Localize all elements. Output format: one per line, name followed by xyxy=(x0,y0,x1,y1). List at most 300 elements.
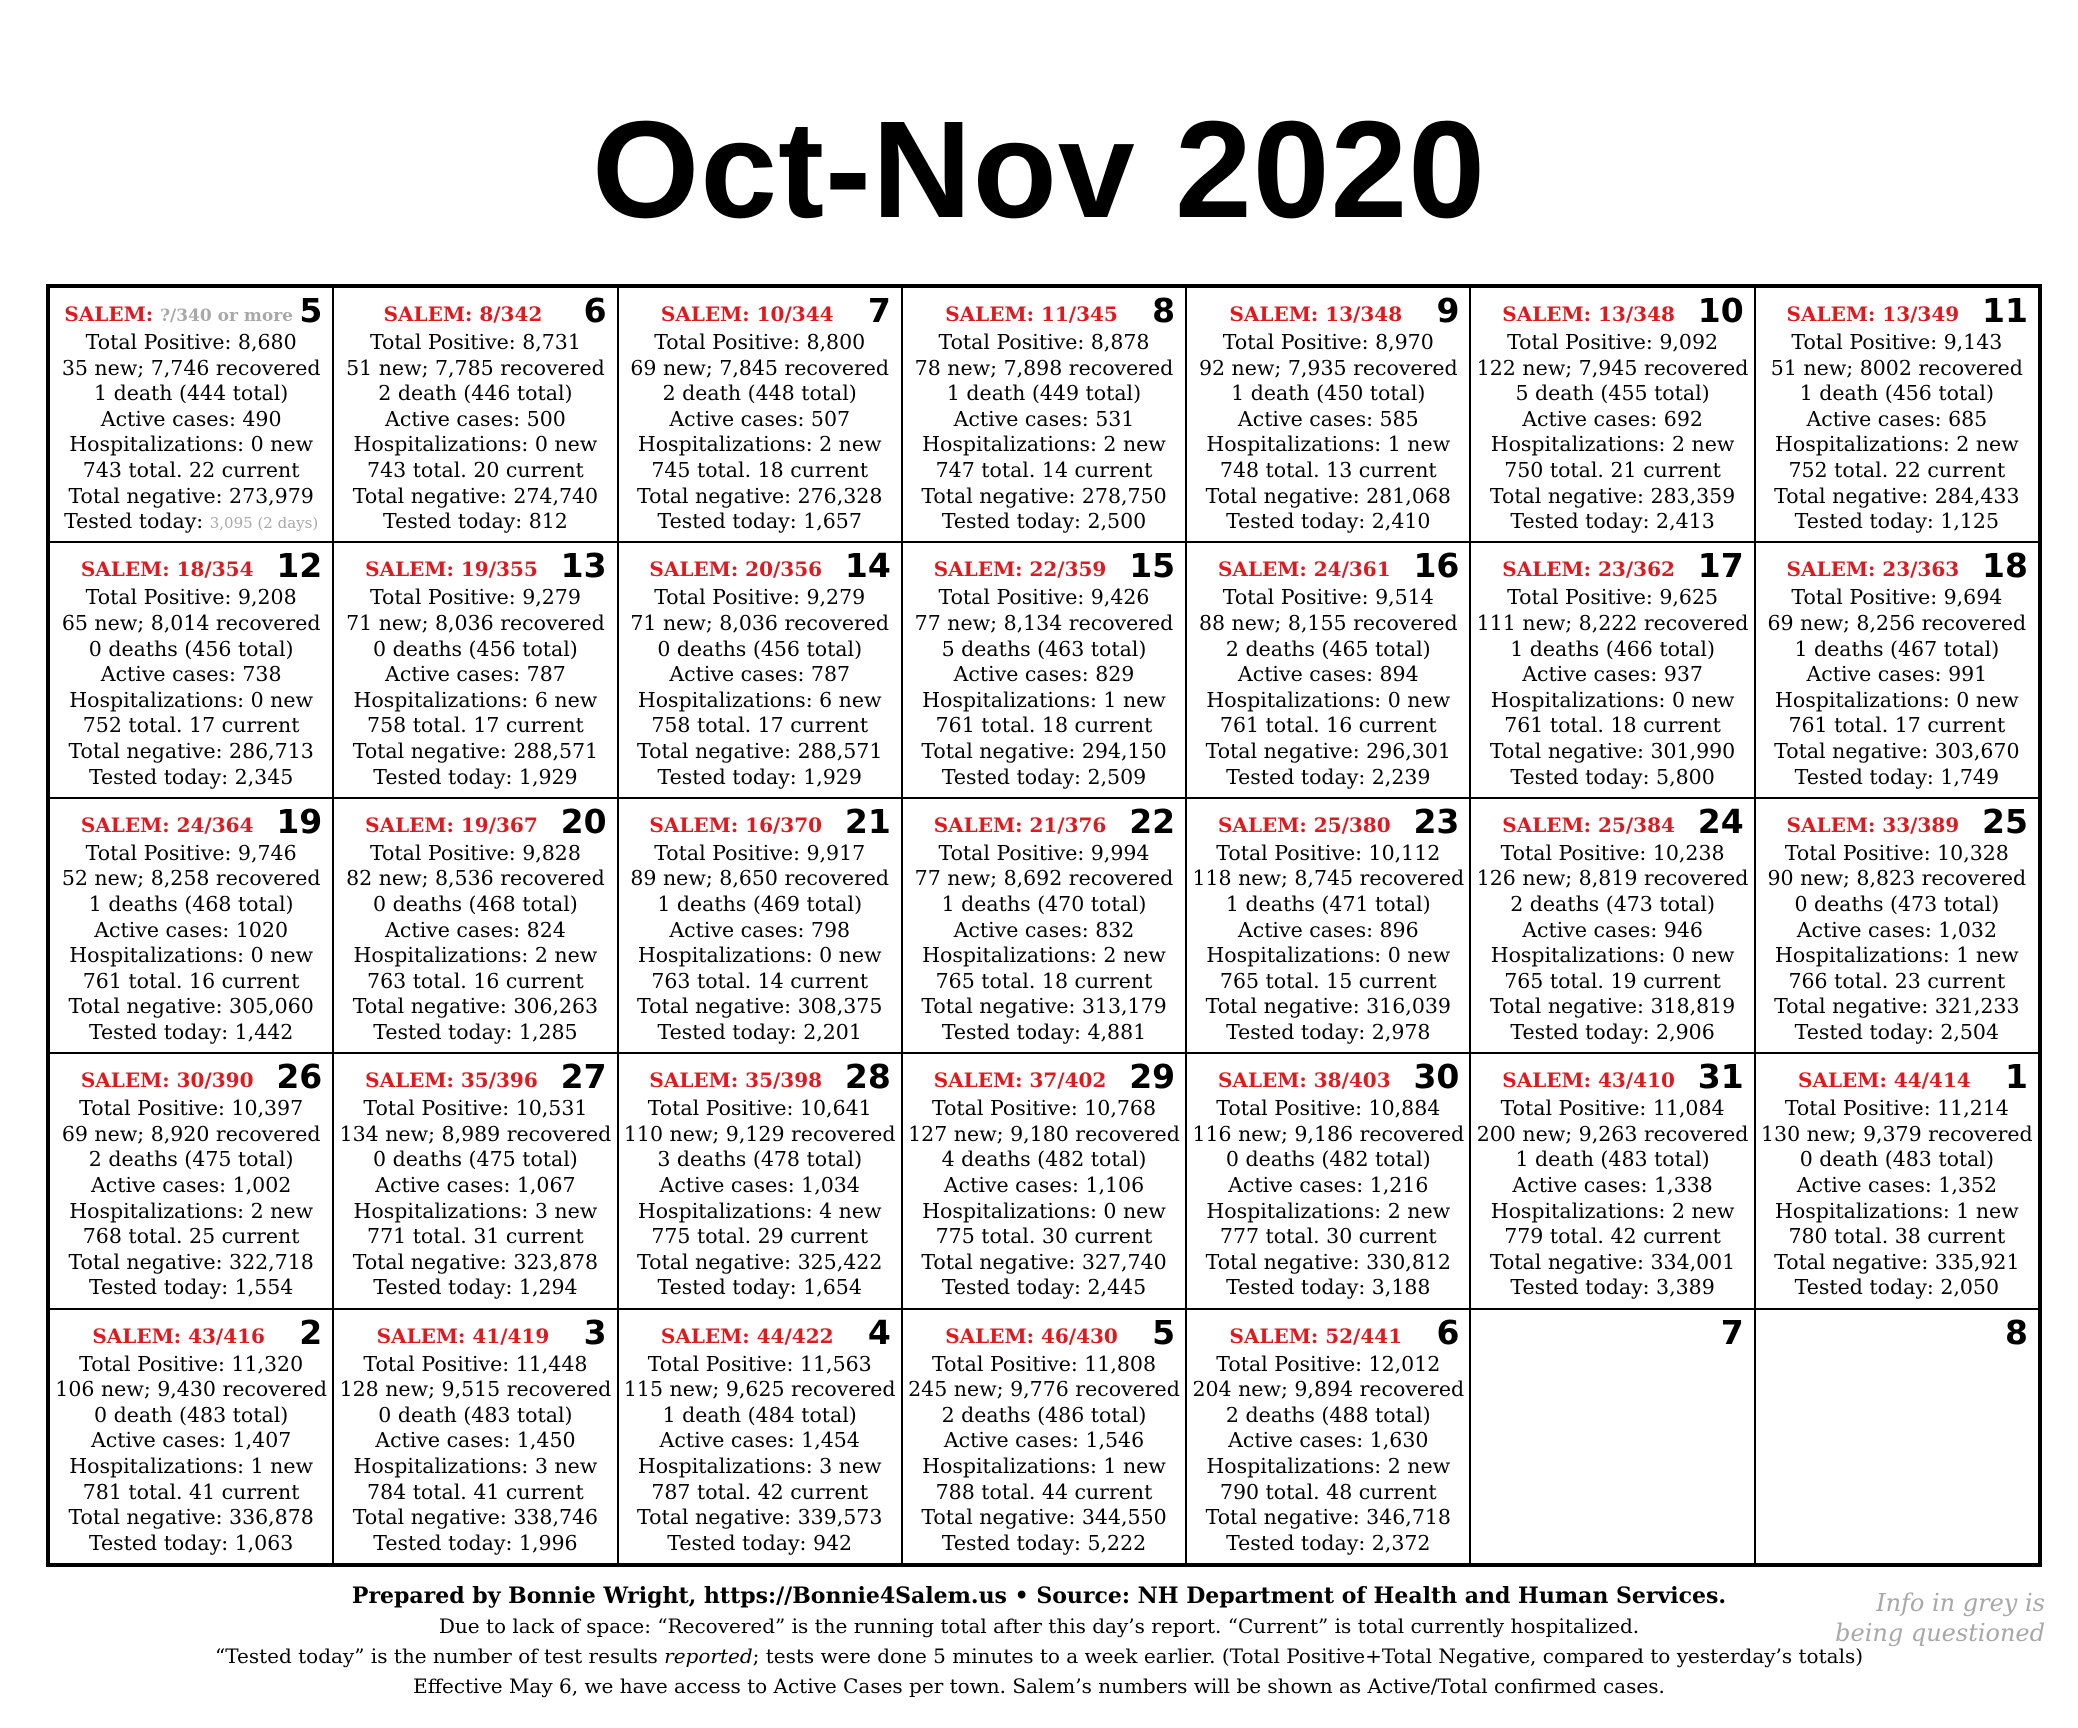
salem-cases-label: SALEM: 33/389 xyxy=(1786,812,1960,837)
stat-line: 780 total. 38 current xyxy=(1788,1224,2006,1249)
salem-cases xyxy=(365,813,538,841)
stat-line: 750 total. 21 current xyxy=(1504,457,1721,482)
stat-line: 761 total. 18 current xyxy=(935,713,1153,738)
salem-cases-label: SALEM: 24/364 xyxy=(80,812,254,837)
day-number: 7 xyxy=(867,291,891,330)
stat-line: Total negative: 321,233 xyxy=(1774,994,2020,1019)
day-number: 6 xyxy=(1436,1312,1460,1352)
stat-line: Total negative: 313,179 xyxy=(921,994,1167,1019)
day-cell-header xyxy=(334,799,616,841)
day-cell-header xyxy=(1756,288,2038,330)
stat-line: Active cases: 507 xyxy=(669,406,851,431)
stat-line: Total Positive: 9,426 xyxy=(938,585,1150,610)
salem-cases xyxy=(81,557,254,585)
salem-cases xyxy=(81,813,254,841)
stat-line: Tested today: 1,654 xyxy=(657,1275,862,1300)
stat-line: 51 new; 8002 recovered xyxy=(1770,355,2023,380)
tested-today-questioned: 3,095 (2 days) xyxy=(209,514,319,533)
salem-cases xyxy=(81,1068,254,1096)
day-number: 8 xyxy=(2005,1312,2028,1352)
stat-line: Active cases: 946 xyxy=(1522,917,1703,942)
tested-today-label: Tested today: xyxy=(64,509,210,534)
stat-line: Active cases: 832 xyxy=(953,917,1135,942)
salem-cases xyxy=(1218,813,1391,841)
stat-line: 2 deaths (475 total) xyxy=(88,1147,294,1172)
stat-line: 743 total. 20 current xyxy=(367,457,584,482)
stat-line: Active cases: 685 xyxy=(1806,406,1988,431)
day-cell-header xyxy=(1187,799,1469,841)
stat-line: 761 total. 16 current xyxy=(1219,713,1437,738)
stat-line: 35 new; 7,746 recovered xyxy=(61,355,321,380)
stat-line: Hospitalizations: 0 new xyxy=(353,432,598,457)
day-number: 23 xyxy=(1413,801,1460,841)
day-cell-header xyxy=(619,543,901,585)
day-cell xyxy=(333,1309,617,1564)
day-cell-header xyxy=(903,288,1185,330)
day-cell-header xyxy=(619,799,901,841)
grey-info-note xyxy=(1800,1588,2045,1648)
salem-cases-label: SALEM: 10/344 xyxy=(660,302,834,326)
stat-line: 0 deaths (482 total) xyxy=(1225,1147,1431,1172)
day-cell-header xyxy=(334,1054,616,1096)
stat-line: Total Positive: 10,238 xyxy=(1500,840,1725,865)
day-cell xyxy=(1470,542,1754,797)
day-cell-header xyxy=(50,1054,332,1096)
stat-line: Total negative: 306,263 xyxy=(352,994,599,1019)
stat-line: Total negative: 344,550 xyxy=(921,1505,1167,1530)
salem-cases xyxy=(649,557,822,585)
stat-line: 0 deaths (456 total) xyxy=(373,636,578,661)
day-number: 13 xyxy=(560,546,607,586)
day-cell xyxy=(618,287,902,542)
stat-line: Active cases: 500 xyxy=(385,406,566,431)
day-cell xyxy=(618,1053,902,1308)
salem-cases-label: SALEM: 43/416 xyxy=(92,1323,265,1348)
stat-line: Hospitalizations: 0 new xyxy=(1206,687,1451,712)
day-cell xyxy=(1470,287,1754,542)
salem-cases-label: SALEM: 52/441 xyxy=(1229,1323,1403,1348)
salem-cases-label: SALEM: xyxy=(64,302,161,326)
salem-cases-label: SALEM: 44/414 xyxy=(1798,1068,1971,1093)
day-cell-header xyxy=(334,543,616,585)
day-cell-header xyxy=(1471,1054,1753,1096)
stat-line: Tested today: 2,978 xyxy=(1226,1019,1431,1044)
day-number: 18 xyxy=(1982,546,2028,586)
stat-line: Tested today: 1,442 xyxy=(88,1019,294,1044)
stat-line: Tested today: 2,410 xyxy=(1226,509,1431,534)
stat-line: 781 total. 41 current xyxy=(82,1479,300,1504)
grey-info-note-line-2: being questioned xyxy=(1835,1619,2045,1647)
stat-line: Active cases: 1,032 xyxy=(1796,917,1997,942)
day-cell-header xyxy=(903,799,1185,841)
stat-line: Hospitalizations: 0 new xyxy=(637,943,882,968)
salem-cases-label: SALEM: 20/356 xyxy=(649,557,823,582)
salem-cases-label: SALEM: 11/345 xyxy=(945,302,1118,326)
day-cell-header xyxy=(50,799,332,841)
salem-cases-label: SALEM: 35/398 xyxy=(649,1068,823,1093)
stat-line: Total negative: 296,301 xyxy=(1205,738,1451,763)
stat-line: Tested today: 3,188 xyxy=(1226,1275,1431,1300)
salem-cases xyxy=(934,1068,1107,1096)
stat-line: 90 new; 8,823 recovered xyxy=(1767,866,2027,891)
stat-line: 761 total. 18 current xyxy=(1504,713,1721,738)
stat-line: Total Positive: 11,320 xyxy=(79,1351,304,1376)
footer-credits: Prepared by Bonnie Wright, https://Bonnie4Salem.us • Source: NH Department of Health and Human Services. xyxy=(351,1583,1727,1609)
day-cell xyxy=(902,1309,1186,1564)
stat-line: 2 death (446 total) xyxy=(378,381,573,406)
stat-line: 126 new; 8,819 recovered xyxy=(1476,866,1749,891)
stat-line: Total Positive: 12,012 xyxy=(1216,1351,1441,1376)
day-cell-header xyxy=(1187,1310,1469,1352)
stat-line: 1 deaths (471 total) xyxy=(1225,891,1431,916)
day-number: 20 xyxy=(560,801,607,841)
day-cell-header xyxy=(1187,288,1469,330)
stat-line: 77 new; 8,692 recovered xyxy=(914,866,1174,891)
stat-line: 761 total. 17 current xyxy=(1788,713,2006,738)
day-cell xyxy=(1470,798,1754,1053)
stat-line: 761 total. 16 current xyxy=(82,968,300,993)
stat-line: Tested today: 942 xyxy=(667,1530,853,1555)
day-number: 10 xyxy=(1697,291,1744,330)
day-cell xyxy=(1470,1309,1754,1564)
stat-line: Total negative: 305,060 xyxy=(68,994,314,1019)
stat-line: Tested today: 4,881 xyxy=(941,1019,1147,1044)
stat-line: Hospitalizations: 0 new xyxy=(69,432,314,457)
stat-line: 766 total. 23 current xyxy=(1788,968,2006,993)
day-cell-header xyxy=(334,1310,616,1352)
stat-line: Tested today: 3,389 xyxy=(1510,1275,1715,1300)
stat-line: Total negative: 318,819 xyxy=(1489,994,1736,1019)
stat-line: 0 deaths (468 total) xyxy=(373,891,578,916)
tested-today-line xyxy=(50,509,332,537)
salem-cases-label: SALEM: 8/342 xyxy=(383,302,543,326)
stat-line: 2 deaths (465 total) xyxy=(1225,636,1431,661)
stat-line: Total negative: 325,422 xyxy=(637,1249,883,1274)
stat-line: Total Positive: 8,731 xyxy=(369,330,581,354)
stat-line: Tested today: 1,285 xyxy=(373,1019,578,1044)
footer-note-tested-em: reported xyxy=(664,1644,753,1668)
stat-line: Total negative: 303,670 xyxy=(1774,738,2020,763)
day-number: 24 xyxy=(1697,801,1744,841)
stat-line: 771 total. 31 current xyxy=(367,1224,584,1249)
stat-line: 1 death (444 total) xyxy=(94,381,289,406)
salem-cases xyxy=(1798,1068,1971,1096)
day-cell-header xyxy=(1756,799,2038,841)
stat-line: Total Positive: 9,279 xyxy=(369,585,581,610)
day-number: 1 xyxy=(2005,1057,2028,1097)
stat-line: 200 new; 9,263 recovered xyxy=(1476,1121,1749,1146)
salem-cases xyxy=(1218,557,1391,585)
salem-cases-label: SALEM: 41/419 xyxy=(376,1323,550,1348)
stat-line: Hospitalizations: 0 new xyxy=(1206,943,1451,968)
day-number: 5 xyxy=(1152,1312,1176,1352)
stat-line: Total Positive: 11,448 xyxy=(363,1351,588,1376)
stat-line: Hospitalizations: 4 new xyxy=(637,1198,882,1223)
stat-line: Tested today: 812 xyxy=(383,509,568,534)
day-number: 25 xyxy=(1982,801,2028,841)
stat-line: 4 deaths (482 total) xyxy=(941,1147,1147,1172)
stat-line: Active cases: 1,454 xyxy=(659,1428,860,1453)
stat-line: 1 death (450 total) xyxy=(1231,381,1426,406)
stat-line: Hospitalizations: 2 new xyxy=(353,943,598,968)
stat-line: Hospitalizations: 3 new xyxy=(353,1453,598,1478)
stat-line: 115 new; 9,625 recovered xyxy=(623,1377,896,1402)
day-cell xyxy=(902,798,1186,1053)
day-number: 31 xyxy=(1697,1057,1744,1097)
day-cell xyxy=(618,1309,902,1564)
stat-line: Hospitalizations: 2 new xyxy=(1206,1198,1451,1223)
salem-cases-label: SALEM: 19/367 xyxy=(365,812,538,837)
stat-line: Tested today: 5,800 xyxy=(1510,764,1715,789)
stat-line: 1 deaths (469 total) xyxy=(657,891,863,916)
stat-line: Total Positive: 9,208 xyxy=(85,585,297,610)
stat-line: 1 death (449 total) xyxy=(946,381,1142,406)
salem-cases xyxy=(661,302,834,330)
stat-line: Hospitalizations: 2 new xyxy=(637,432,882,457)
salem-cases-label: SALEM: 30/390 xyxy=(80,1068,254,1093)
stat-line: Active cases: 1,338 xyxy=(1512,1172,1713,1197)
salem-cases-label: SALEM: 19/355 xyxy=(365,557,538,582)
stat-line: Active cases: 1,546 xyxy=(943,1428,1145,1453)
salem-cases xyxy=(365,557,538,585)
day-cell xyxy=(49,1053,333,1308)
stat-line: Hospitalizations: 0 new xyxy=(69,687,314,712)
stat-line: Total negative: 294,150 xyxy=(921,738,1167,763)
stat-line: Tested today: 2,509 xyxy=(941,764,1147,789)
stat-line: 765 total. 18 current xyxy=(935,968,1153,993)
stat-line: Total Positive: 9,279 xyxy=(654,585,866,610)
day-number: 8 xyxy=(1152,291,1176,330)
stat-line: 758 total. 17 current xyxy=(651,713,869,738)
salem-cases xyxy=(661,1324,834,1352)
stat-line: 779 total. 42 current xyxy=(1504,1224,1721,1249)
stat-line: 763 total. 14 current xyxy=(651,968,869,993)
stat-line: Active cases: 1,034 xyxy=(659,1172,860,1197)
stat-line: 127 new; 9,180 recovered xyxy=(908,1121,1180,1146)
day-number: 15 xyxy=(1129,546,1176,586)
day-cell xyxy=(1186,798,1470,1053)
stat-line: Active cases: 490 xyxy=(100,406,282,431)
stat-line: Total Positive: 9,746 xyxy=(85,840,297,865)
day-cell xyxy=(902,1053,1186,1308)
stat-line: Total Positive: 10,112 xyxy=(1216,840,1441,865)
stat-line: Total negative: 322,718 xyxy=(68,1249,314,1274)
stat-line: Hospitalizations: 1 new xyxy=(69,1453,314,1478)
stat-line: 784 total. 41 current xyxy=(367,1479,584,1504)
stat-line: Hospitalizations: 1 new xyxy=(922,687,1166,712)
day-cell xyxy=(333,287,617,542)
day-cell xyxy=(902,287,1186,542)
stat-line: 0 deaths (456 total) xyxy=(657,636,863,661)
stat-line: Total negative: 316,039 xyxy=(1205,994,1451,1019)
stat-line: Total Positive: 9,828 xyxy=(369,840,581,865)
stat-line: Active cases: 1,106 xyxy=(943,1172,1145,1197)
stat-line: 788 total. 44 current xyxy=(935,1479,1153,1504)
salem-cases xyxy=(945,1324,1118,1352)
stat-line: Hospitalizations: 6 new xyxy=(353,687,598,712)
stat-line: 71 new; 8,036 recovered xyxy=(346,610,605,635)
salem-cases-questioned: ?/340 or more xyxy=(160,306,293,326)
stat-line: Hospitalizations: 1 new xyxy=(1774,943,2019,968)
stat-line: 1 deaths (470 total) xyxy=(941,891,1147,916)
stat-line: 787 total. 42 current xyxy=(651,1479,869,1504)
stat-line: 758 total. 17 current xyxy=(367,713,584,738)
stat-line: Total Positive: 9,625 xyxy=(1507,585,1719,610)
day-number: 29 xyxy=(1129,1057,1176,1097)
day-cell-header xyxy=(1187,543,1469,585)
day-cell xyxy=(49,542,333,797)
stat-line: Total Positive: 11,214 xyxy=(1784,1096,2009,1121)
stat-line: 106 new; 9,430 recovered xyxy=(55,1377,327,1402)
day-cell-header xyxy=(619,1054,901,1096)
stat-line: 92 new; 7,935 recovered xyxy=(1198,355,1458,380)
stat-line: Total Positive: 9,092 xyxy=(1507,330,1719,354)
salem-cases-label: SALEM: 18/354 xyxy=(80,557,254,582)
stat-line: Active cases: 824 xyxy=(385,917,566,942)
stat-line: Hospitalizations: 2 new xyxy=(1206,1453,1451,1478)
day-cell-header xyxy=(1471,543,1753,585)
day-cell xyxy=(333,1053,617,1308)
salem-cases-label: SALEM: 38/403 xyxy=(1217,1068,1391,1093)
day-number: 7 xyxy=(1720,1312,1744,1352)
stat-line: 3 deaths (478 total) xyxy=(657,1147,863,1172)
stat-line: Total Positive: 9,994 xyxy=(938,840,1150,865)
day-number: 12 xyxy=(276,546,323,586)
day-number: 26 xyxy=(276,1057,323,1097)
stat-line: Total negative: 336,878 xyxy=(68,1505,314,1530)
stat-line: Tested today: 1,749 xyxy=(1794,764,2000,789)
stat-line: Total negative: 346,718 xyxy=(1205,1505,1451,1530)
stat-line: Total negative: 339,573 xyxy=(637,1505,883,1530)
day-cell xyxy=(1755,542,2039,797)
stat-line: Tested today: 1,063 xyxy=(88,1530,294,1555)
salem-cases xyxy=(377,1324,550,1352)
stat-line: Total Positive: 8,680 xyxy=(85,330,297,354)
stat-line: 1 deaths (468 total) xyxy=(88,891,294,916)
stat-line: 5 deaths (463 total) xyxy=(941,636,1147,661)
day-cell-header xyxy=(50,1310,332,1352)
stat-line: 0 death (483 total) xyxy=(94,1402,289,1427)
stat-line: Tested today: 1,657 xyxy=(657,509,862,534)
stat-line: 1 deaths (466 total) xyxy=(1510,636,1715,661)
stat-line: Total negative: 330,812 xyxy=(1205,1249,1451,1274)
salem-cases-label: SALEM: 44/422 xyxy=(660,1323,834,1348)
stat-line: 2 deaths (486 total) xyxy=(941,1402,1147,1427)
day-cell-header xyxy=(1756,543,2038,585)
salem-cases-label: SALEM: 23/362 xyxy=(1502,557,1675,582)
day-cell xyxy=(618,542,902,797)
stat-line: 65 new; 8,014 recovered xyxy=(61,610,321,635)
stat-line: 69 new; 7,845 recovered xyxy=(630,355,890,380)
calendar-grid xyxy=(46,284,2042,1567)
day-number: 28 xyxy=(844,1057,891,1097)
day-cell-header xyxy=(619,1310,901,1352)
stat-line: Total negative: 284,433 xyxy=(1774,483,2020,508)
day-number: 22 xyxy=(1129,801,1176,841)
stat-line: Active cases: 991 xyxy=(1806,662,1988,687)
stat-line: Tested today: 2,239 xyxy=(1226,764,1431,789)
day-cell-header xyxy=(50,543,332,585)
stat-line: Tested today: 2,372 xyxy=(1226,1530,1431,1555)
salem-cases-label: SALEM: 21/376 xyxy=(933,812,1107,837)
salem-cases xyxy=(1502,813,1675,841)
day-number: 3 xyxy=(583,1312,607,1352)
stat-line: Total negative: 334,001 xyxy=(1489,1249,1736,1274)
day-cell xyxy=(49,1309,333,1564)
stat-line: Tested today: 1,125 xyxy=(1794,509,2000,534)
stat-line: Total negative: 288,571 xyxy=(352,738,599,763)
stat-line: 1 death (483 total) xyxy=(1515,1147,1710,1172)
day-cell xyxy=(618,798,902,1053)
stat-line: 82 new; 8,536 recovered xyxy=(346,866,605,891)
stat-line: Hospitalizations: 2 new xyxy=(69,1198,314,1223)
page-title: Oct-Nov 2020 xyxy=(591,93,1487,247)
stat-line: Active cases: 937 xyxy=(1522,662,1703,687)
stat-line: Total negative: 273,979 xyxy=(68,483,314,508)
stat-line: 752 total. 17 current xyxy=(82,713,300,738)
stat-line: Total negative: 286,713 xyxy=(68,738,314,763)
stat-line: Hospitalizations: 1 new xyxy=(1206,432,1451,457)
stat-line: Total Positive: 10,531 xyxy=(363,1096,588,1121)
stat-line: Active cases: 531 xyxy=(953,406,1135,431)
day-number: 30 xyxy=(1413,1057,1460,1097)
salem-cases xyxy=(1502,557,1675,585)
stat-line: Total negative: 308,375 xyxy=(637,994,883,1019)
day-cell xyxy=(1755,1309,2039,1564)
stat-line: 0 death (483 total) xyxy=(378,1402,573,1427)
stat-line: 765 total. 19 current xyxy=(1504,968,1721,993)
salem-cases xyxy=(64,302,293,330)
salem-cases xyxy=(1502,1068,1675,1096)
salem-cases xyxy=(365,1068,538,1096)
stat-line: 1 deaths (467 total) xyxy=(1794,636,2000,661)
stat-line: Total Positive: 8,800 xyxy=(654,330,866,354)
stat-line: 775 total. 29 current xyxy=(651,1224,869,1249)
stat-line: Hospitalizations: 2 new xyxy=(922,432,1166,457)
day-number: 5 xyxy=(299,291,323,330)
salem-cases-label: SALEM: 24/361 xyxy=(1217,557,1391,582)
stat-line: 71 new; 8,036 recovered xyxy=(630,610,890,635)
stat-line: 128 new; 9,515 recovered xyxy=(339,1377,612,1402)
stat-line: Total negative: 338,746 xyxy=(352,1505,599,1530)
stat-line: Hospitalizations: 3 new xyxy=(637,1453,882,1478)
day-number: 27 xyxy=(560,1057,607,1097)
day-number: 6 xyxy=(583,291,607,330)
stat-line: Total Positive: 10,397 xyxy=(79,1096,304,1121)
stat-line: 765 total. 15 current xyxy=(1219,968,1437,993)
stat-line: Total negative: 327,740 xyxy=(921,1249,1167,1274)
day-cell xyxy=(1470,1053,1754,1308)
stat-line: Active cases: 692 xyxy=(1522,406,1703,431)
day-number: 21 xyxy=(844,801,891,841)
stat-line: Hospitalizations: 2 new xyxy=(1490,1198,1735,1223)
stat-line: Active cases: 1,216 xyxy=(1228,1172,1429,1197)
day-cell xyxy=(1755,798,2039,1053)
stat-line: Total negative: 301,990 xyxy=(1489,738,1736,763)
day-cell xyxy=(49,798,333,1053)
stat-line: Total Positive: 9,694 xyxy=(1791,585,2003,610)
salem-cases xyxy=(1502,302,1675,330)
stat-line: 0 deaths (456 total) xyxy=(88,636,294,661)
salem-cases-label: SALEM: 43/410 xyxy=(1502,1068,1675,1093)
salem-cases xyxy=(92,1324,265,1352)
stat-line: Total Positive: 11,084 xyxy=(1500,1096,1725,1121)
day-cell-header xyxy=(1756,1310,2038,1352)
stat-line: Total Positive: 10,328 xyxy=(1784,840,2009,865)
stat-line: Total negative: 281,068 xyxy=(1205,483,1451,508)
stat-line: Active cases: 1020 xyxy=(94,917,289,942)
day-cell-header xyxy=(1471,288,1753,330)
